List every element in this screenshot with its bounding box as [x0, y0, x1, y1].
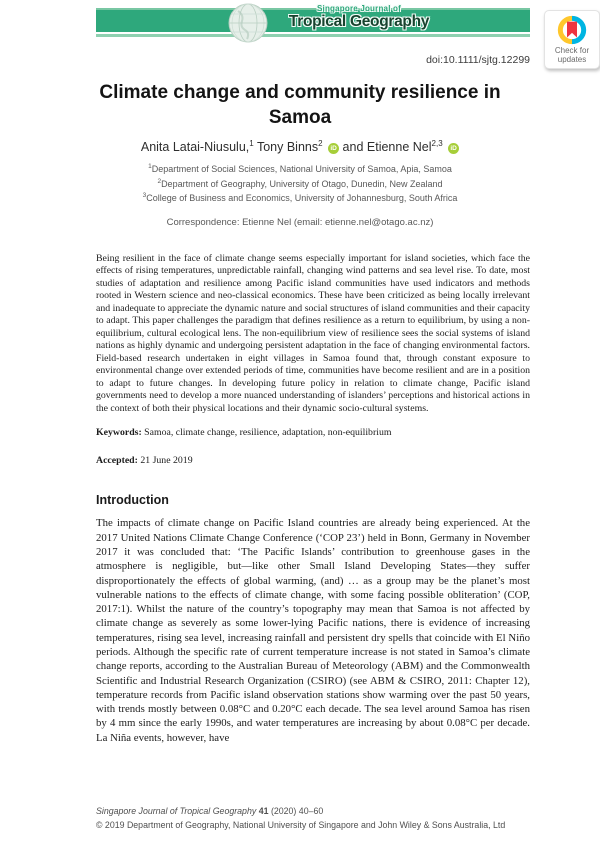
affiliation-sup: 1 — [148, 163, 152, 171]
author-affiliation-sup: 2,3 — [431, 139, 443, 149]
journal-name-large: Tropical Geography — [288, 13, 430, 30]
author-affiliation-sup: 1 — [249, 139, 254, 149]
introduction-paragraph: The impacts of climate change on Pacific Island countries are already being experienced. At the 2017 United Nations Climate Change Conference (‘COP 23’) held in Bonn, Germany in November 2017 it was concluded that: ‘The Pacific Islands’ contribution to greenhouse gases in the atmosphere is negligible, but—like other Small Island Developing States—they suffer disproportionately the effects of global warming, (and) … as a group may be the planet’s most vulnerable nations to the effects of climate change, with some facing possible obliteration’ (COP, 2017:1). Whilst the nature of the country’s topography may mean that Samoa is not affected by climate change as severely as some lower-lying Pacific nations, there is evidence of increasing temperatures, rising sea level, increasing rainfall and persistent dry spells that coincide with El Niño periods. Although the specific rate of current temperature increase is not stated in Samoa’s climate change reports, according to the Australian Bureau of Meteorology (ABM) and the Commonwealth Scientific and Industrial Research Organization (CSIRO) (see ABM & CSIRO, 2011: Chapter 12), temperature records from Pacific island observation stations show warming over the past 50 years, with trends mostly between 0.08°C and 0.20°C each decade. The sea level around Samoa has risen by 4 mm since the early 1990s, and water temperatures are increasing by about 0.08°C per decade. La Niña events, however, have — [96, 517, 530, 744]
author-name: Etienne Nel — [366, 140, 432, 155]
crossmark-label-line1: Check for — [554, 46, 590, 55]
affiliation-text: College of Business and Economics, University of Johannesburg, South Africa — [146, 193, 458, 204]
doi-text: doi:10.1111/sjtg.12299 — [426, 54, 530, 66]
journal-name-small: Singapore Journal of — [316, 4, 401, 13]
abstract-paragraph: Being resilient in the face of climate change seems especially important for island societies, which face the effects of rising temperatures, unpredictable rainfall, changing wind patterns and sea level rise. To date, most studies of adaptation and resilience among Pacific island communities have used indicators and methods rooted in Western science and neo-classical economics. These have been criticized as being locally irrelevant and inadequate to appreciate the dynamic nature and social structures of island communities and their capacity to adapt. This paper challenges the paradigm that defines resilience as a return to equilibrium, by using a non-equilibrium, cultural ecological lens. The non-equilibrium view of resilience sees the social systems of island nations as highly dynamic and undergoing persistent adaptation in the face of changing environmental factors. Field-based research undertaken in eight villages in Samoa found that, through constant exposure to environmental change over extended periods of time, communities have become resilient and are in a position to adapt to future changes. In developing future policy in relation to climate change, Pacific island governments need to develop a more nuanced understanding of islanders’ perceptions and historical actions in the context of both their physical locations and their dynamic socio-cultural systems. — [96, 252, 530, 414]
affiliation-sup: 2 — [157, 177, 162, 185]
affiliation-list — [0, 162, 600, 206]
affiliation-sup: 3 — [142, 192, 147, 200]
affiliation-line — [0, 191, 600, 206]
keywords-line — [96, 427, 530, 438]
footer-copyright: © 2019 Department of Geography, National University of Singapore and John Wiley & Sons Australia, Ltd — [96, 820, 506, 831]
accepted-label: Accepted: — [96, 455, 138, 467]
correspondence-line: Correspondence: Etienne Nel (email: etienne.nel@otago.ac.nz) — [166, 216, 434, 228]
author-list — [0, 139, 600, 154]
author-joiner: and — [342, 140, 364, 155]
footer-citation-rest: (2020) 40–60 — [270, 806, 324, 816]
accepted-line — [96, 455, 530, 466]
affiliation-line — [0, 177, 600, 192]
orcid-icon[interactable]: iD — [328, 143, 339, 154]
footer-journal-name: Singapore Journal of Tropical Geography — [96, 806, 257, 816]
author-name: Tony Binns — [256, 140, 319, 155]
orcid-icon[interactable]: iD — [448, 143, 459, 154]
affiliation-text: Department of Geography, University of Otago, Dunedin, New Zealand — [161, 178, 443, 189]
introduction-heading: Introduction — [96, 493, 169, 508]
footer-volume: 41 — [258, 806, 269, 816]
keywords-label: Keywords: — [96, 427, 142, 439]
author-name: Anita Latai-Niusulu, — [140, 140, 250, 155]
footer-citation — [96, 804, 530, 818]
page-footer — [96, 804, 530, 832]
affiliation-text: Department of Social Sciences, National University of Samoa, Apia, Samoa — [151, 164, 452, 175]
accepted-date: 21 June 2019 — [140, 455, 193, 467]
crossmark-label-line2: updates — [557, 55, 587, 65]
affiliation-line — [0, 162, 600, 177]
keywords-text: Samoa, climate change, resilience, adaptation, non-equilibrium — [144, 427, 392, 439]
author-affiliation-sup: 2 — [318, 139, 323, 149]
article-title: Climate change and community resilience in Samoa — [99, 82, 501, 129]
